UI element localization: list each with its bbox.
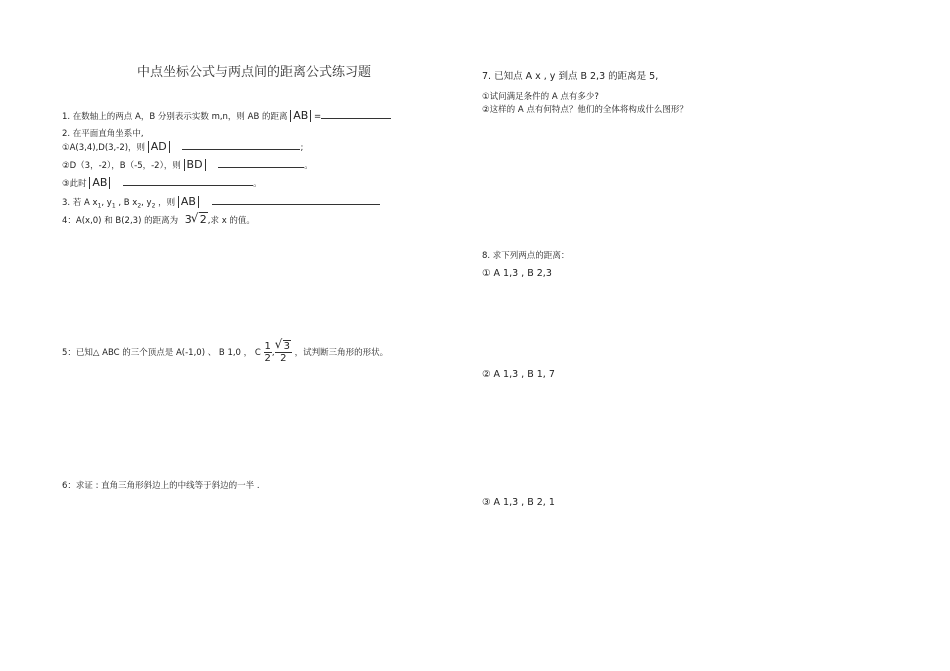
denominator: 2 xyxy=(280,353,287,364)
fraction-1 xyxy=(264,341,272,364)
question-2b-text: ②D（3，-2），B（-5，-2），则 xyxy=(62,161,181,171)
denominator: 2 xyxy=(264,353,271,364)
question-4-text: 4：A(x,0) 和 B(2,3) 的距离为 xyxy=(62,216,179,226)
abs-ab: AB xyxy=(89,177,110,189)
question-7b: ②这样的 A 点有何特点？他们的全体将构成什么图形？ xyxy=(482,105,688,115)
subscript: 1 xyxy=(111,202,116,210)
question-5 xyxy=(62,341,388,364)
answer-blank[interactable] xyxy=(218,158,304,168)
subscript: 2 xyxy=(137,202,142,210)
answer-blank[interactable] xyxy=(321,109,391,119)
comma: , xyxy=(271,348,275,358)
abs-bd: BD xyxy=(184,159,206,171)
question-6: 6：求证 : 直角三角形斜边上的中线等于斜边的一半 . xyxy=(62,481,260,491)
question-2a-text: ①A(3,4),D(3,-2)，则 xyxy=(62,143,146,153)
question-2b xyxy=(62,158,313,171)
question-4-suffix: ,求 x 的值。 xyxy=(207,216,255,226)
question-2a xyxy=(62,140,303,153)
subscript: 1 xyxy=(97,202,102,210)
numerator xyxy=(275,341,292,353)
question-4 xyxy=(62,213,255,226)
punctuation: 。 xyxy=(304,161,313,171)
abs-ab: AB xyxy=(178,196,199,208)
question-5-suffix: ，试判断三角形的形状。 xyxy=(294,348,389,358)
question-5-text: 5：已知△ ABC 的三个顶点是 A(-1,0) 、 B 1,0 ， C xyxy=(62,348,261,358)
coefficient: 3 xyxy=(184,213,192,226)
answer-blank[interactable] xyxy=(182,140,300,150)
question-3 xyxy=(62,195,380,210)
answer-blank[interactable] xyxy=(123,176,253,186)
radicand: 2 xyxy=(199,213,207,226)
question-3-text: , B x xyxy=(115,198,138,208)
question-8b: ② A 1,3 , B 1, 7 xyxy=(482,369,555,380)
numerator: 1 xyxy=(264,341,271,352)
question-1 xyxy=(62,109,391,122)
punctuation: ; xyxy=(300,143,304,153)
fraction-2 xyxy=(275,341,292,364)
question-2c xyxy=(62,176,262,189)
punctuation: 。 xyxy=(253,179,262,189)
question-3-text: , y xyxy=(141,198,152,208)
question-7: 7. 已知点 A x , y 到点 B 2,3 的距离是 5, xyxy=(482,71,659,82)
sqrt-sign xyxy=(276,341,291,352)
abs-ad: AD xyxy=(148,141,170,153)
page-title: 中点坐标公式与两点间的距离公式练习题 xyxy=(137,65,372,80)
question-3-text: , y xyxy=(101,198,112,208)
question-8a: ① A 1,3 , B 2,3 xyxy=(482,268,552,279)
question-2: 2. 在平面直角坐系中, xyxy=(62,129,144,139)
question-8: 8. 求下列两点的距离： xyxy=(482,251,570,261)
subscript: 2 xyxy=(151,202,156,210)
question-1-text: 1. 在数轴上的两点 A，B 分别表示实数 m,n，则 AB 的距离 xyxy=(62,112,288,122)
radicand: 3 xyxy=(283,341,290,352)
question-7a: ①试问满足条件的 A 点有多少? xyxy=(482,92,599,102)
sqrt-sign xyxy=(192,213,208,226)
question-3-text: ，则 xyxy=(155,198,176,208)
answer-blank[interactable] xyxy=(212,195,380,205)
question-2c-text: ③此时 xyxy=(62,179,87,189)
question-3-text: 3. 若 A x xyxy=(62,198,98,208)
abs-ab: AB xyxy=(290,110,311,122)
equals-sign: = xyxy=(313,112,322,122)
question-8c: ③ A 1,3 , B 2, 1 xyxy=(482,497,555,508)
